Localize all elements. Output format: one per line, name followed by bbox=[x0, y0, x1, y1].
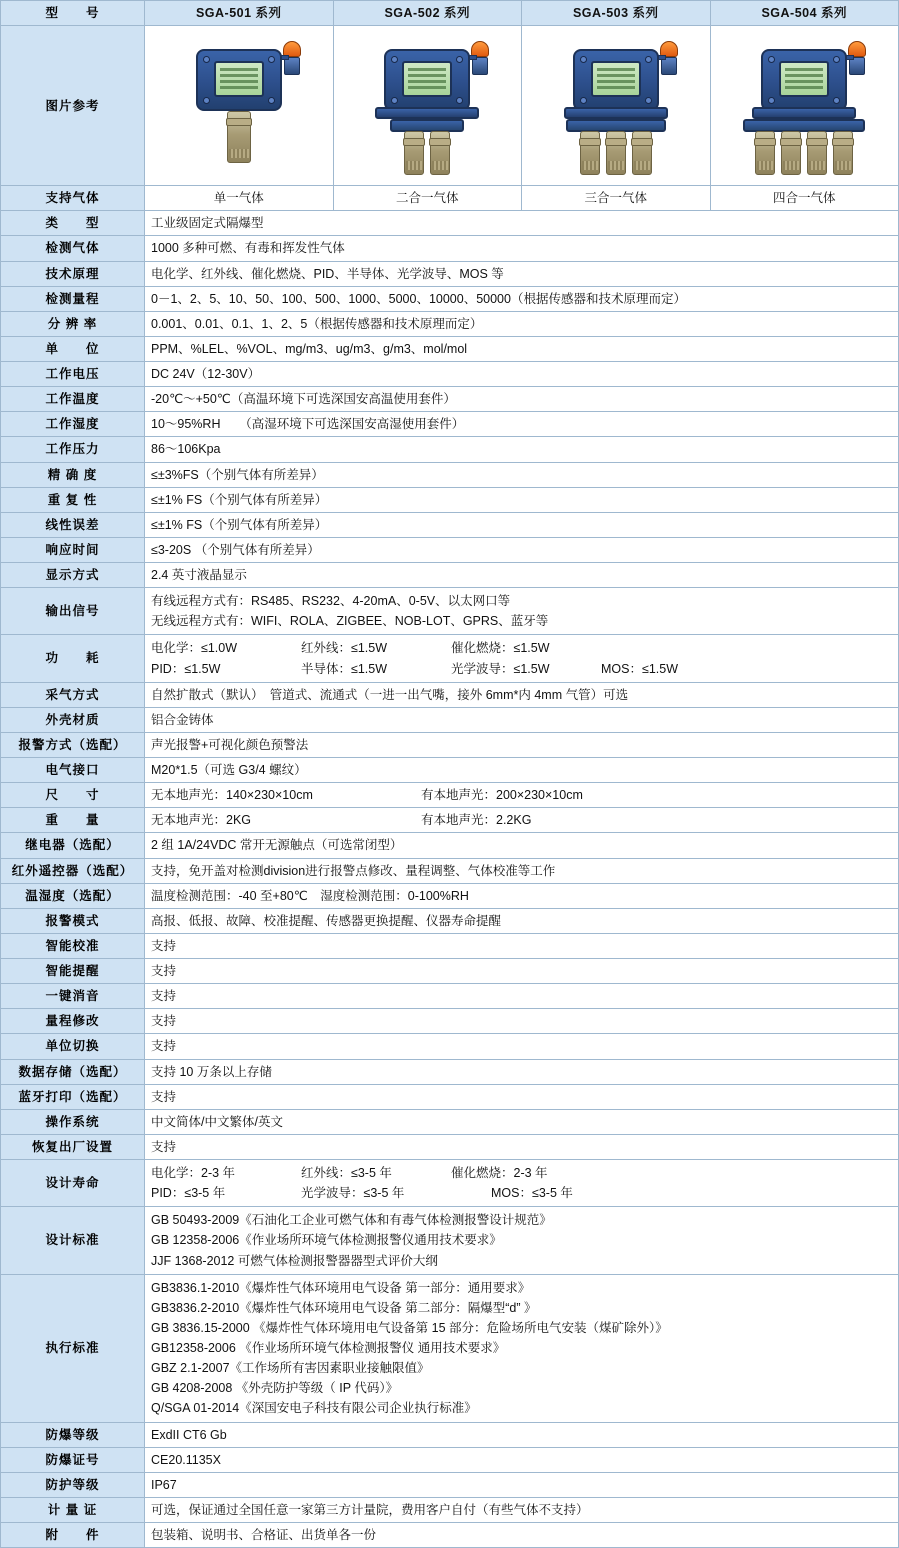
row-value-ir-remote: 支持，免开盖对检测division进行报警点修改、量程调整、气体校准等工作 bbox=[145, 858, 899, 883]
table-row-voltage bbox=[1, 362, 899, 387]
row-label-accessories: 附 件 bbox=[1, 1523, 145, 1548]
weight-with-alarm: 有本地声光：2.2KG bbox=[421, 813, 532, 828]
gas-sensor bbox=[227, 111, 251, 163]
exec-standard-item: GB 3836.15-2000 《爆炸性气体环境用电气设备第 15 部分：危险场所电气安装（煤矿除外）》 bbox=[151, 1320, 668, 1335]
row-value-power bbox=[145, 635, 899, 682]
row-label-smart-calibration: 智能校准 bbox=[1, 933, 145, 958]
row-value-accessories: 包装箱、说明书、合格证、出货单各一份 bbox=[145, 1523, 899, 1548]
row-label-os: 操作系统 bbox=[1, 1109, 145, 1134]
gas-sensor bbox=[833, 131, 853, 175]
lcd-display bbox=[591, 61, 641, 97]
row-label-smart-reminder: 智能提醒 bbox=[1, 959, 145, 984]
row-label-image: 图片参考 bbox=[1, 26, 145, 186]
row-value-bluetooth-print: 支持 bbox=[145, 1084, 899, 1109]
row-label-range-modify: 量程修改 bbox=[1, 1009, 145, 1034]
table-row-pressure bbox=[1, 437, 899, 462]
exec-standard-item: GBZ 2.1-2007《工作场所有害因素职业接触限值》 bbox=[151, 1361, 430, 1376]
life-optical-waveguide: 光学波导：≤3-5 年 bbox=[301, 1186, 405, 1201]
gas-support-501: 单一气体 bbox=[145, 186, 334, 211]
row-value-type: 工业级固定式隔爆型 bbox=[145, 211, 899, 236]
table-row-resolution bbox=[1, 311, 899, 336]
row-label-metrology-certificate: 计 量 证 bbox=[1, 1497, 145, 1522]
power-catalytic: 催化燃烧：≤1.5W bbox=[451, 641, 550, 656]
row-value-humidity: 10～95%RH （高湿环境下可选深国安高湿使用套件） bbox=[145, 412, 899, 437]
table-row-temperature bbox=[1, 387, 899, 412]
row-value-ex-rating: ExdII CT6 Gb bbox=[145, 1422, 899, 1447]
size-with-alarm: 有本地声光：200×230×10cm bbox=[421, 788, 583, 803]
row-value-range-modify: 支持 bbox=[145, 1009, 899, 1034]
table-row-accuracy bbox=[1, 462, 899, 487]
life-line-2 bbox=[151, 1183, 892, 1203]
power-mos: MOS：≤1.5W bbox=[601, 661, 679, 676]
gas-sensor bbox=[404, 131, 424, 175]
table-row-alarm-method bbox=[1, 732, 899, 757]
life-infrared: 红外线：≤3-5 年 bbox=[301, 1166, 392, 1180]
table-row-relay bbox=[1, 833, 899, 858]
gas-sensor bbox=[781, 131, 801, 175]
row-label-electrical-interface: 电气接口 bbox=[1, 758, 145, 783]
exec-standard-item: GB12358-2006 《作业场所环境气体检测报警仪 通用技术要求》 bbox=[151, 1341, 506, 1355]
gas-sensor bbox=[632, 131, 652, 175]
row-label-ex-rating: 防爆等级 bbox=[1, 1422, 145, 1447]
power-infrared: 红外线：≤1.5W bbox=[301, 641, 388, 656]
table-row-alarm-mode bbox=[1, 908, 899, 933]
table-row-ex-rating bbox=[1, 1422, 899, 1447]
row-value-repeatability: ≤±1% FS（个别气体有所差异） bbox=[145, 487, 899, 512]
table-row-ex-certificate bbox=[1, 1447, 899, 1472]
row-value-unit-switch: 支持 bbox=[145, 1034, 899, 1059]
row-value-detect-gas: 1000 多种可燃、有毒和挥发性气体 bbox=[145, 236, 899, 261]
power-semiconductor: 半导体：≤1.5W bbox=[301, 661, 388, 676]
table-row-electrical-interface bbox=[1, 758, 899, 783]
table-row-design-standard bbox=[1, 1207, 899, 1274]
row-label-temp-humidity-option: 温湿度（选配） bbox=[1, 883, 145, 908]
row-label-voltage: 工作电压 bbox=[1, 362, 145, 387]
table-row-smart-reminder bbox=[1, 959, 899, 984]
life-mos: MOS：≤3-5 年 bbox=[491, 1186, 573, 1201]
table-row-housing bbox=[1, 707, 899, 732]
row-value-os: 中文简体/中文繁体/英文 bbox=[145, 1109, 899, 1134]
device-body bbox=[196, 49, 282, 111]
row-label-accuracy: 精 确 度 bbox=[1, 462, 145, 487]
design-standard-item: GB 50493-2009《石油化工企业可燃气体和有毒气体检测报警设计规范》 bbox=[151, 1213, 552, 1228]
row-value-electrical-interface: M20*1.5（可选 G3/4 螺纹） bbox=[145, 758, 899, 783]
row-label-gas-support: 支持气体 bbox=[1, 186, 145, 211]
exec-standard-item: GB3836.2-2010《爆炸性气体环境用电气设备 第二部分：隔爆型“d” 》 bbox=[151, 1300, 537, 1315]
table-row-smart-calibration bbox=[1, 933, 899, 958]
table-row-linearity bbox=[1, 512, 899, 537]
table-row-size bbox=[1, 783, 899, 808]
gas-support-502: 二合一气体 bbox=[333, 186, 522, 211]
device-illustration-3 bbox=[536, 31, 696, 181]
device-body bbox=[573, 49, 659, 111]
row-label-response-time: 响应时间 bbox=[1, 537, 145, 562]
row-value-design-standard bbox=[145, 1207, 899, 1274]
row-label-output-signal: 输出信号 bbox=[1, 588, 145, 635]
row-label-detect-gas: 检测气体 bbox=[1, 236, 145, 261]
row-label-unit: 单 位 bbox=[1, 336, 145, 361]
table-row-repeatability bbox=[1, 487, 899, 512]
table-row-ir-remote bbox=[1, 858, 899, 883]
row-value-linearity: ≤±1% FS（个别气体有所差异） bbox=[145, 512, 899, 537]
row-label-alarm-mode: 报警模式 bbox=[1, 908, 145, 933]
output-signal-wireless: 无线远程方式有：WIFI、ROLA、ZIGBEE、NOB-LOT、GPRS、蓝牙等 bbox=[151, 614, 549, 629]
row-label-one-key-mute: 一键消音 bbox=[1, 984, 145, 1009]
lcd-display bbox=[779, 61, 829, 97]
row-label-alarm-method: 报警方式（选配） bbox=[1, 732, 145, 757]
power-optical-waveguide: 光学波导：≤1.5W bbox=[451, 661, 550, 676]
sensor-group bbox=[347, 131, 507, 175]
table-row-bluetooth-print bbox=[1, 1084, 899, 1109]
gas-sensor bbox=[807, 131, 827, 175]
lcd-display bbox=[214, 61, 264, 97]
table-row-humidity bbox=[1, 412, 899, 437]
model-sga-502: SGA-502 系列 bbox=[333, 1, 522, 26]
flange bbox=[375, 107, 479, 119]
gas-support-503: 三合一气体 bbox=[522, 186, 711, 211]
row-value-temperature: -20℃～+50℃（高温环境下可选深国安高温使用套件） bbox=[145, 387, 899, 412]
exec-standard-item: GB 4208-2008 《外壳防护等级（ IP 代码）》 bbox=[151, 1381, 399, 1396]
exec-standard-item: Q/SGA 01-2014《深国安电子科技有限公司企业执行标准》 bbox=[151, 1401, 477, 1416]
row-value-pressure: 86～106Kpa bbox=[145, 437, 899, 462]
row-label-repeatability: 重 复 性 bbox=[1, 487, 145, 512]
row-value-alarm-method: 声光报警+可视化颜色预警法 bbox=[145, 732, 899, 757]
row-label-range: 检测量程 bbox=[1, 286, 145, 311]
table-row-design-life bbox=[1, 1160, 899, 1207]
row-label-resolution: 分 辨 率 bbox=[1, 311, 145, 336]
table-row-weight bbox=[1, 808, 899, 833]
row-value-metrology-certificate: 可选，保证通过全国任意一家第三方计量院，费用客户自付（有些气体不支持） bbox=[145, 1497, 899, 1522]
life-catalytic: 催化燃烧：2-3 年 bbox=[451, 1166, 548, 1180]
design-standard-item: GB 12358-2006《作业场所环境气体检测报警仪通用技术要求》 bbox=[151, 1233, 502, 1248]
model-sga-504: SGA-504 系列 bbox=[710, 1, 899, 26]
table-row-one-key-mute bbox=[1, 984, 899, 1009]
table-row-accessories bbox=[1, 1523, 899, 1548]
row-value-unit: PPM、%LEL、%VOL、mg/m3、ug/m3、g/m3、mol/mol bbox=[145, 336, 899, 361]
row-label-humidity: 工作湿度 bbox=[1, 412, 145, 437]
design-standard-item: JJF 1368-2012 可燃气体检测报警器器型式评价大纲 bbox=[151, 1253, 438, 1268]
device-body bbox=[384, 49, 470, 111]
table-row-range bbox=[1, 286, 899, 311]
row-label-design-life: 设计寿命 bbox=[1, 1160, 145, 1207]
row-value-size bbox=[145, 783, 899, 808]
flange bbox=[752, 107, 856, 119]
power-line-2 bbox=[151, 659, 892, 679]
device-illustration-2 bbox=[347, 31, 507, 181]
table-row-output-signal bbox=[1, 588, 899, 635]
row-value-ex-certificate: CE20.1135X bbox=[145, 1447, 899, 1472]
row-label-ip-rating: 防护等级 bbox=[1, 1472, 145, 1497]
table-row-os bbox=[1, 1109, 899, 1134]
product-image-sga-501 bbox=[145, 26, 334, 186]
table-row-temp-humidity-option bbox=[1, 883, 899, 908]
row-value-weight bbox=[145, 808, 899, 833]
table-row-response-time bbox=[1, 537, 899, 562]
table-row-display bbox=[1, 563, 899, 588]
table-row-unit-switch bbox=[1, 1034, 899, 1059]
row-label-size: 尺 寸 bbox=[1, 783, 145, 808]
table-row-type bbox=[1, 211, 899, 236]
size-without-alarm: 无本地声光：140×230×10cm bbox=[151, 788, 313, 803]
row-value-ip-rating: IP67 bbox=[145, 1472, 899, 1497]
row-value-factory-reset: 支持 bbox=[145, 1134, 899, 1159]
product-image-sga-503 bbox=[522, 26, 711, 186]
table-row-model bbox=[1, 1, 899, 26]
model-sga-501: SGA-501 系列 bbox=[145, 1, 334, 26]
row-value-relay: 2 组 1A/24VDC 常开无源触点（可选常闭型） bbox=[145, 833, 899, 858]
flange bbox=[564, 107, 668, 119]
device-illustration-1 bbox=[159, 31, 319, 181]
device-body bbox=[761, 49, 847, 111]
row-value-housing: 铝合金铸体 bbox=[145, 707, 899, 732]
row-label-pressure: 工作压力 bbox=[1, 437, 145, 462]
gas-sensor bbox=[430, 131, 450, 175]
product-image-sga-504 bbox=[710, 26, 899, 186]
row-value-output-signal bbox=[145, 588, 899, 635]
model-sga-503: SGA-503 系列 bbox=[522, 1, 711, 26]
table-row-ip-rating bbox=[1, 1472, 899, 1497]
gas-sensor bbox=[755, 131, 775, 175]
row-value-principle: 电化学、红外线、催化燃烧、PID、半导体、光学波导、MOS 等 bbox=[145, 261, 899, 286]
power-pid: PID：≤1.5W bbox=[151, 661, 221, 676]
row-label-exec-standard: 执行标准 bbox=[1, 1274, 145, 1422]
life-electrochemical: 电化学：2-3 年 bbox=[151, 1166, 236, 1180]
row-label-power: 功 耗 bbox=[1, 635, 145, 682]
table-row-images bbox=[1, 26, 899, 186]
row-value-one-key-mute: 支持 bbox=[145, 984, 899, 1009]
table-row-metrology-certificate bbox=[1, 1497, 899, 1522]
table-row-sampling bbox=[1, 682, 899, 707]
row-label-unit-switch: 单位切换 bbox=[1, 1034, 145, 1059]
row-value-exec-standard bbox=[145, 1274, 899, 1422]
row-label-ex-certificate: 防爆证号 bbox=[1, 1447, 145, 1472]
row-value-data-storage: 支持 10 万条以上存储 bbox=[145, 1059, 899, 1084]
row-label-factory-reset: 恢复出厂设置 bbox=[1, 1134, 145, 1159]
table-row-detect-gas bbox=[1, 236, 899, 261]
power-electrochemical: 电化学：≤1.0W bbox=[151, 641, 238, 656]
table-row-gas-support bbox=[1, 186, 899, 211]
output-signal-wired: 有线远程方式有：RS485、RS232、4-20mA、0-5V、以太网口等 bbox=[151, 594, 511, 609]
gas-sensor bbox=[580, 131, 600, 175]
row-value-sampling: 自然扩散式（默认） 管道式、流通式（一进一出气嘴，接外 6mm*内 4mm 气管）可选 bbox=[145, 682, 899, 707]
row-label-sampling: 采气方式 bbox=[1, 682, 145, 707]
row-value-smart-calibration: 支持 bbox=[145, 933, 899, 958]
power-line-1 bbox=[151, 638, 892, 658]
row-label-temperature: 工作温度 bbox=[1, 387, 145, 412]
table-row-factory-reset bbox=[1, 1134, 899, 1159]
row-value-temp-humidity-option: 温度检测范围：-40 至+80℃ 湿度检测范围：0-100%RH bbox=[145, 883, 899, 908]
row-label-housing: 外壳材质 bbox=[1, 707, 145, 732]
row-label-data-storage: 数据存储（选配） bbox=[1, 1059, 145, 1084]
table-row-range-modify bbox=[1, 1009, 899, 1034]
sensor-group bbox=[724, 131, 884, 175]
row-value-display: 2.4 英寸液晶显示 bbox=[145, 563, 899, 588]
row-value-accuracy: ≤±3%FS（个别气体有所差异） bbox=[145, 462, 899, 487]
row-label-bluetooth-print: 蓝牙打印（选配） bbox=[1, 1084, 145, 1109]
row-label-relay: 继电器（选配） bbox=[1, 833, 145, 858]
table-row-exec-standard bbox=[1, 1274, 899, 1422]
sensor-group bbox=[159, 111, 319, 163]
table-row-power bbox=[1, 635, 899, 682]
row-label-type: 类 型 bbox=[1, 211, 145, 236]
row-label-principle: 技术原理 bbox=[1, 261, 145, 286]
row-label-display: 显示方式 bbox=[1, 563, 145, 588]
gas-support-504: 四合一气体 bbox=[710, 186, 899, 211]
life-line-1 bbox=[151, 1163, 892, 1183]
row-value-smart-reminder: 支持 bbox=[145, 959, 899, 984]
row-value-voltage: DC 24V（12-30V） bbox=[145, 362, 899, 387]
row-value-alarm-mode: 高报、低报、故障、校准提醒、传感器更换提醒、仪器寿命提醒 bbox=[145, 908, 899, 933]
sensor-group bbox=[536, 131, 696, 175]
table-row-data-storage bbox=[1, 1059, 899, 1084]
device-illustration-4 bbox=[724, 31, 884, 181]
row-value-design-life bbox=[145, 1160, 899, 1207]
weight-without-alarm: 无本地声光：2KG bbox=[151, 813, 252, 828]
row-value-resolution: 0.001、0.01、0.1、1、2、5（根据传感器和技术原理而定） bbox=[145, 311, 899, 336]
row-label-model: 型 号 bbox=[1, 1, 145, 26]
life-pid: PID：≤3-5 年 bbox=[151, 1186, 226, 1201]
exec-standard-item: GB3836.1-2010《爆炸性气体环境用电气设备 第一部分：通用要求》 bbox=[151, 1280, 531, 1295]
row-label-linearity: 线性误差 bbox=[1, 512, 145, 537]
row-value-response-time: ≤3-20S （个别气体有所差异） bbox=[145, 537, 899, 562]
table-row-unit bbox=[1, 336, 899, 361]
row-label-ir-remote: 红外遥控器（选配） bbox=[1, 858, 145, 883]
table-row-principle bbox=[1, 261, 899, 286]
row-value-range: 0－1、2、5、10、50、100、500、1000、5000、10000、50000（根据传感器和技术原理而定） bbox=[145, 286, 899, 311]
lcd-display bbox=[402, 61, 452, 97]
gas-sensor bbox=[606, 131, 626, 175]
row-label-design-standard: 设计标准 bbox=[1, 1207, 145, 1274]
product-image-sga-502 bbox=[333, 26, 522, 186]
row-label-weight: 重 量 bbox=[1, 808, 145, 833]
